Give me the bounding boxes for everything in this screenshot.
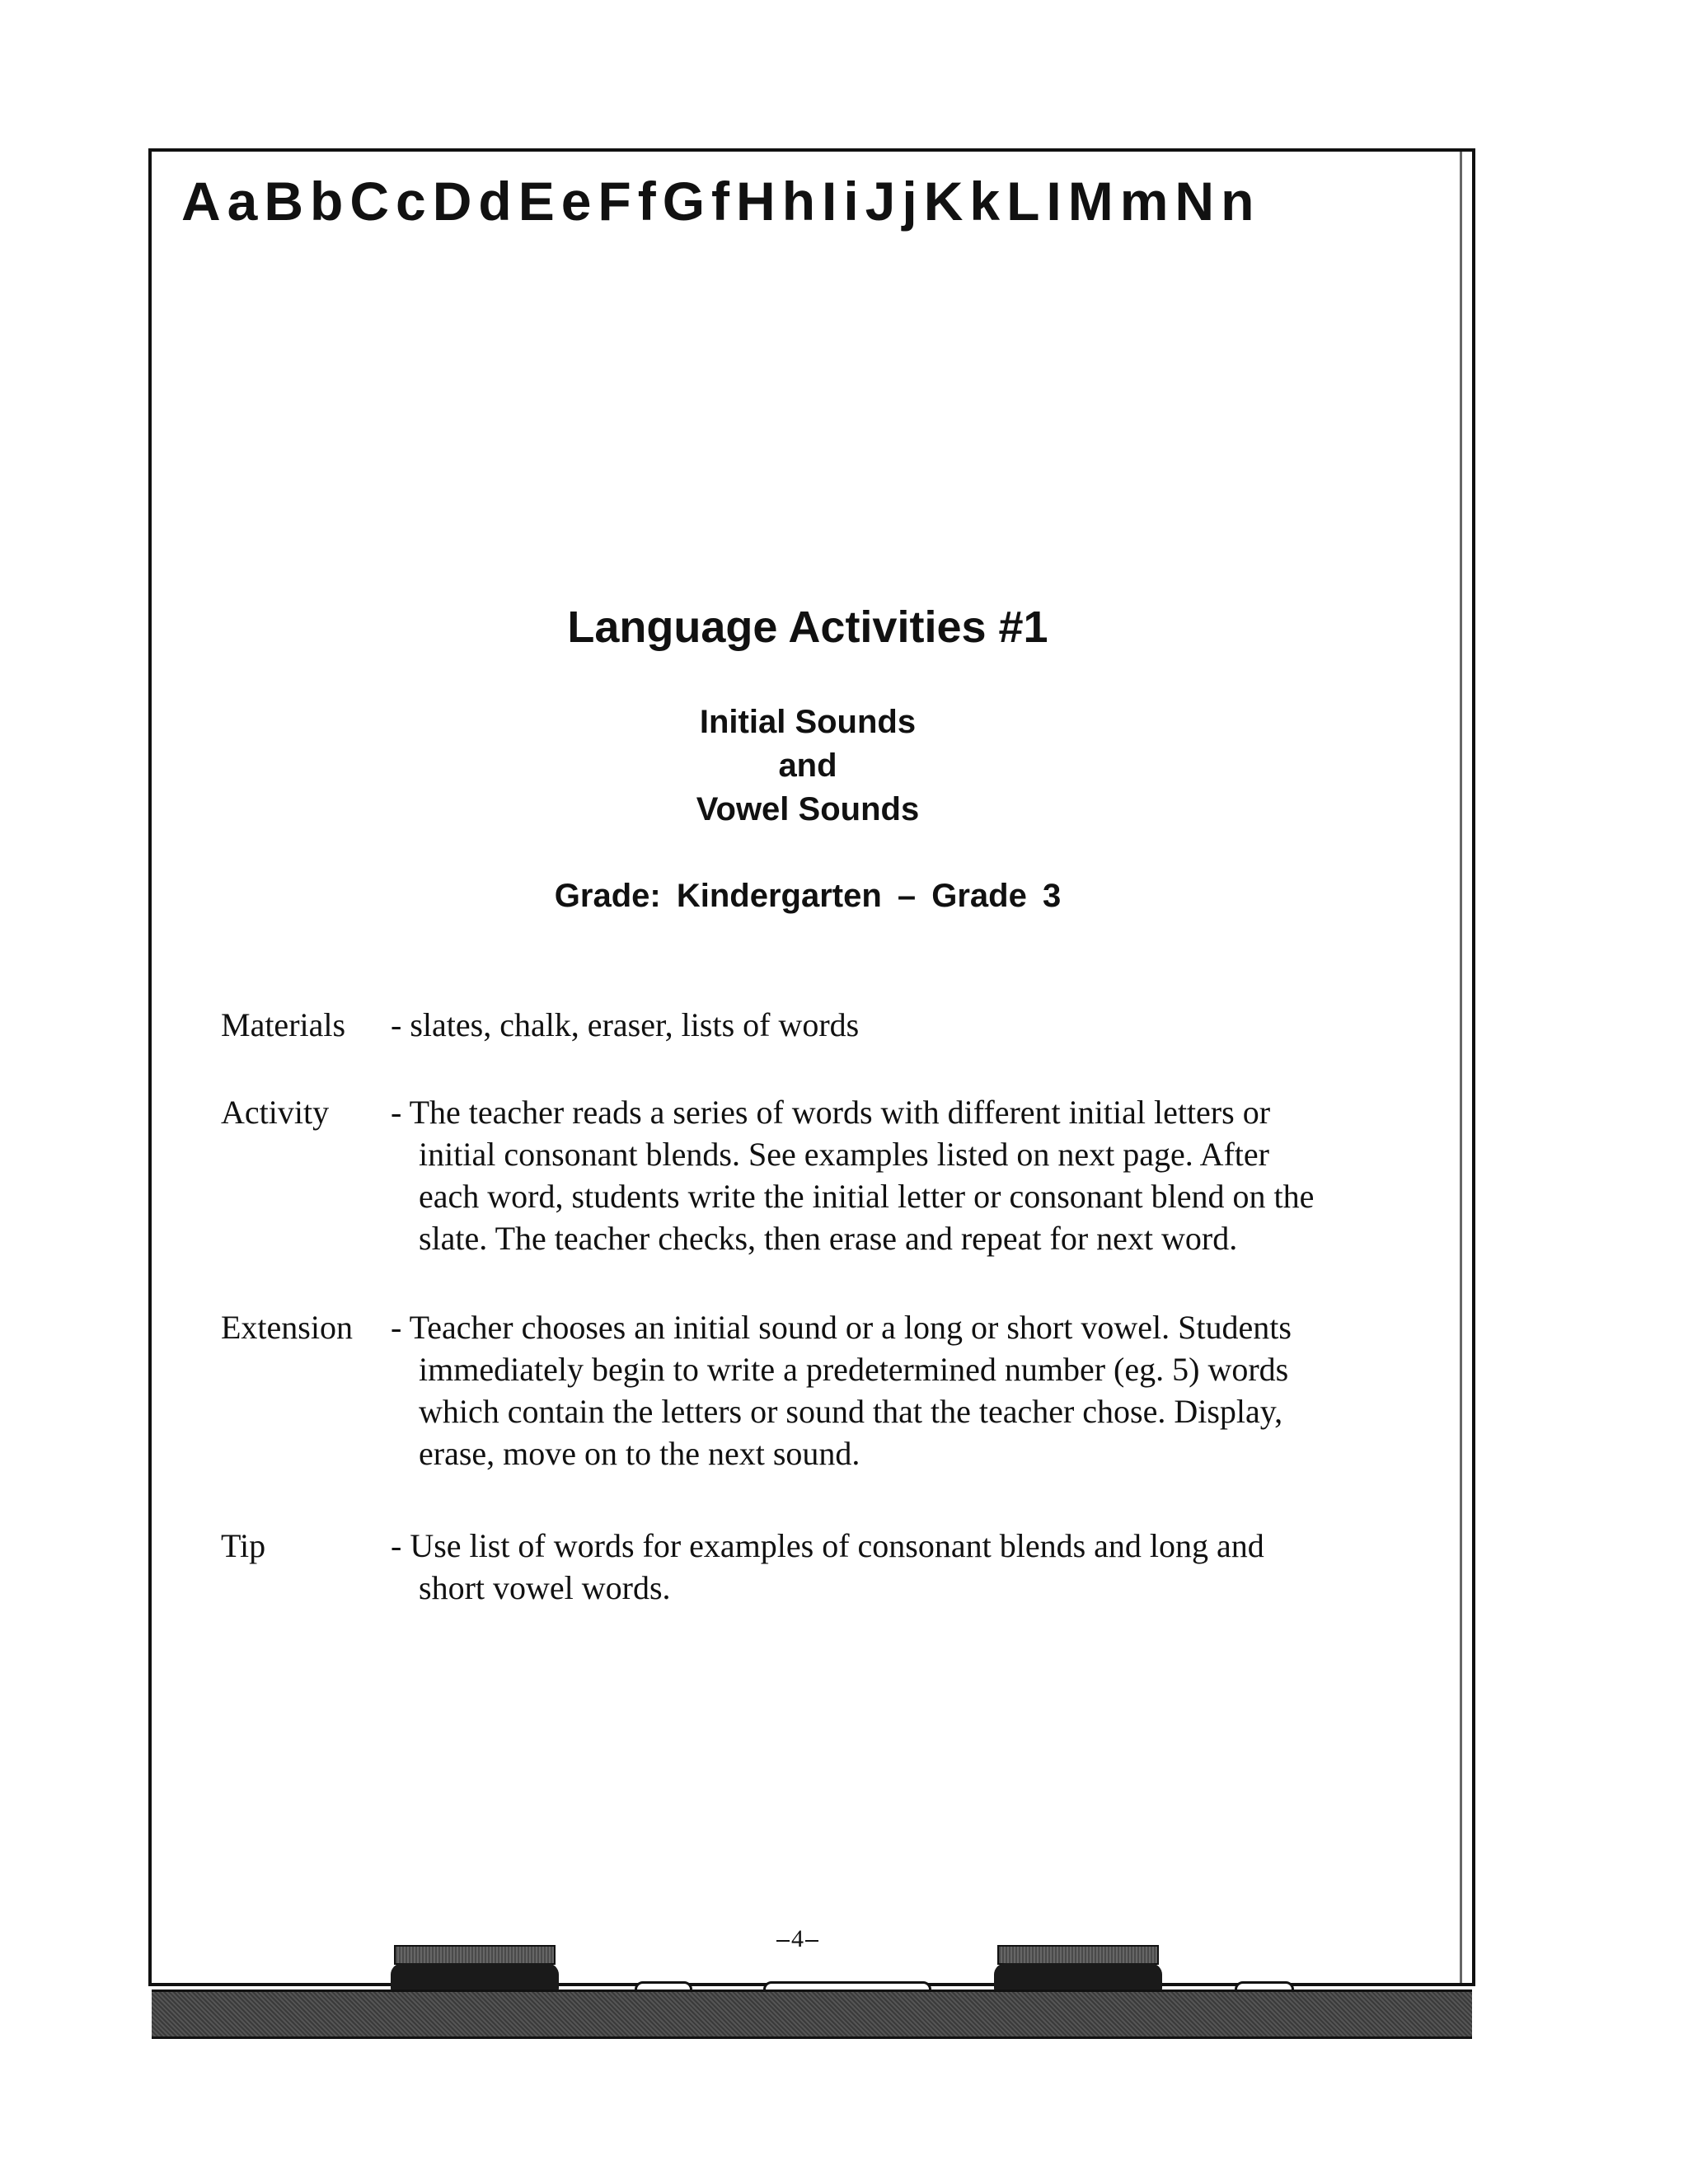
section-line: which contain the letters or sound that the teacher chose. Display, bbox=[419, 1393, 1283, 1430]
page-number-value: 4 bbox=[791, 1925, 804, 1952]
section-line: slate. The teacher checks, then erase and repeat for next word. bbox=[419, 1220, 1238, 1257]
section-body bbox=[391, 1091, 1611, 1259]
section-line: - Teacher chooses an initial sound or a long or short vowel. Students bbox=[391, 1309, 1292, 1346]
section-line: immediately begin to write a predetermined number (eg. 5) words bbox=[419, 1351, 1289, 1388]
section-body bbox=[391, 1004, 1611, 1046]
section-label: Materials bbox=[221, 1006, 346, 1043]
chalk-tray bbox=[152, 1990, 1472, 2039]
chalkboard-frame bbox=[148, 148, 1475, 1986]
section-line: initial consonant blends. See examples listed on next page. After bbox=[419, 1136, 1269, 1173]
section-label: Tip bbox=[221, 1527, 266, 1564]
section-line: each word, students write the initial letter or consonant blend on the bbox=[419, 1178, 1315, 1215]
section-line: - slates, chalk, eraser, lists of words bbox=[391, 1006, 860, 1043]
section-body bbox=[391, 1525, 1611, 1609]
alphabet-banner: AaBbCcDdEeFfGfHhIiJjKkLIMmNn bbox=[181, 171, 1261, 232]
subtitle-line-1: Initial Sounds bbox=[699, 704, 917, 740]
page-number bbox=[775, 1925, 820, 1953]
page-title: Language Activities #1 bbox=[567, 602, 1048, 652]
section-body bbox=[391, 1306, 1611, 1474]
grade-heading: Grade: Kindergarten – Grade 3 bbox=[554, 878, 1062, 914]
subtitle-line-3: Vowel Sounds bbox=[696, 791, 920, 827]
section-label: Activity bbox=[221, 1094, 330, 1131]
subtitle-line-2: and bbox=[778, 748, 837, 784]
frame-edge bbox=[1460, 152, 1462, 1983]
section-line: short vowel words. bbox=[419, 1569, 671, 1606]
section-label: Extension bbox=[221, 1309, 353, 1346]
section-line: - Use list of words for examples of consonant blends and long and bbox=[391, 1527, 1264, 1564]
section-line: - The teacher reads a series of words with different initial letters or bbox=[391, 1094, 1271, 1131]
section-line: erase, move on to the next sound. bbox=[419, 1435, 860, 1472]
